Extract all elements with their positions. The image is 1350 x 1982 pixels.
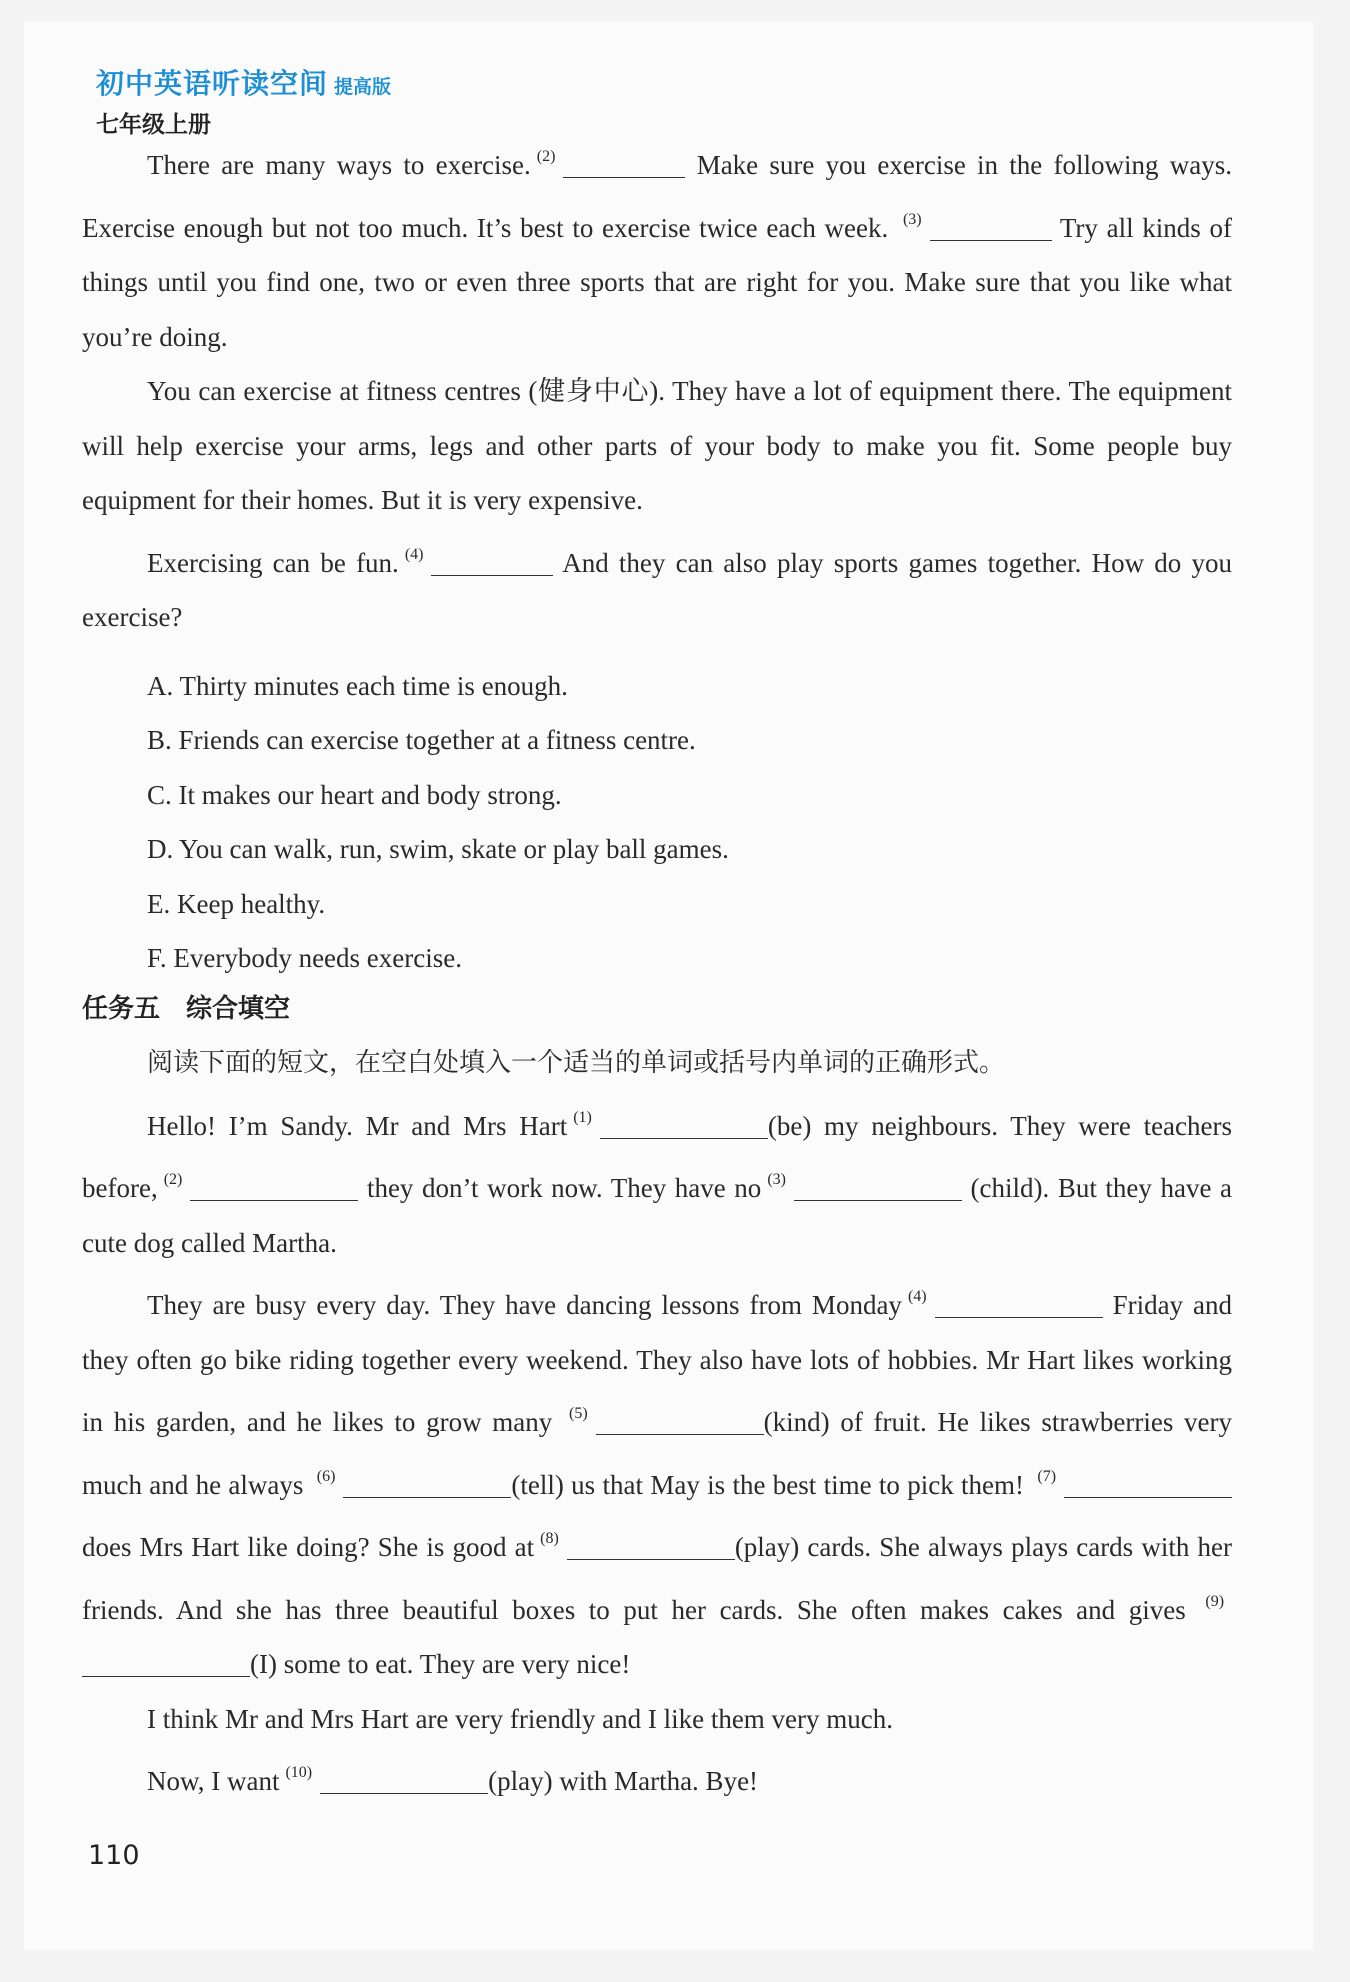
option-list <box>82 659 1232 986</box>
passage2-paragraph2: They are busy every day. They have dancing lessons from Monday $^{(4)}$ Friday and they often go bike riding together every weekend. They also have lots of hobbies. Mr Hart likes working in his garden, and he likes to grow many $^{(5)}$ (kind) of fruit. He likes strawberries very much and he always $^{(6)}$ (tell) us that May is the best time to pick them! $^{(7)}$ does Mrs Hart like doing? She is good at $^{(8)}$ (play) cards. She always plays cards with her friends. And she has three beautiful boxes to put her cards. She often makes cakes and gives $^{(9)}$(I) some to eat. They are very nice! <box>82 1288 1233 1679</box>
answer-blank[interactable] <box>343 1467 511 1498</box>
answer-blank[interactable] <box>320 1763 488 1794</box>
answer-blank[interactable] <box>930 210 1052 241</box>
blank-number: (10) <box>285 1764 313 1781</box>
answer-blank[interactable] <box>567 1529 735 1560</box>
blank-number: (3) <box>767 1171 786 1188</box>
series-title: 初中英语听读空间 <box>96 67 329 100</box>
passage1-paragraph2: You can exercise at fitness centres (健身中心). They have a lot of equipment there. The equipment will help exercise your arms, legs and other parts of your body to make you fit. Some people buy equipment for their homes. But it is very expensive. <box>82 376 1232 515</box>
passage2-paragraph4: Now, I want $^{(10)}$ (play) with Martha. Bye! <box>147 1764 759 1796</box>
option-item: B. Friends can exercise together at a fitness centre. <box>147 725 696 755</box>
option-item: F. Everybody needs exercise. <box>147 943 462 973</box>
answer-blank[interactable] <box>794 1170 962 1201</box>
answer-blank[interactable] <box>1064 1467 1232 1498</box>
blank-number: (2) <box>536 148 556 165</box>
passage1-paragraph3: Exercising can be fun. $^{(4)}$ And they can also play sports games together. How do you exercise? <box>82 545 1233 632</box>
answer-blank[interactable] <box>935 1287 1103 1318</box>
answer-blank[interactable] <box>190 1170 358 1201</box>
passage2-paragraph1: Hello! I’m Sandy. Mr and Mrs Hart $^{(1)}$ (be) my neighbours. They were teachers before, $^{(2)}$ they don’t work now. They have no $^{(3)}$ (child). But they have a cute dog called Martha. <box>82 1108 1233 1258</box>
book-header <box>96 62 391 139</box>
answer-blank[interactable] <box>82 1646 250 1677</box>
section-instruction: 阅读下面的短文，在空白处填入一个适当的单词或括号内单词的正确形式。 <box>147 1048 1006 1078</box>
answer-blank[interactable] <box>600 1108 768 1139</box>
blank-number: (6) <box>316 1467 336 1485</box>
page-content <box>82 130 1232 1809</box>
blank-number: (1) <box>573 1108 592 1126</box>
answer-blank[interactable] <box>596 1404 764 1435</box>
blank-number: (2) <box>163 1171 183 1188</box>
blank-number: (3) <box>902 210 922 228</box>
option-item: C. It makes our heart and body strong. <box>147 779 562 810</box>
blank-number: (5) <box>569 1405 588 1422</box>
blank-number: (9) <box>1205 1592 1225 1610</box>
passage2-paragraph3: I think Mr and Mrs Hart are very friendly and I like them very much. <box>147 1703 894 1734</box>
option-item: D. You can walk, run, swim, skate or play ball games. <box>147 834 729 864</box>
blank-number: (4) <box>907 1288 927 1305</box>
page-number: 110 <box>88 1840 140 1871</box>
passage1-paragraph1: There are many ways to exercise. $^{(2)}$ Make sure you exercise in the following ways. Exercise enough but not too much. It’s best to exercise twice each week. $^{(3)}$ Try all kinds of things until you find one, two or even three sports that are right for you. Make sure that you like what you’re doing. <box>82 148 1233 352</box>
section-title: 任务五 综合填空 <box>82 993 291 1024</box>
answer-blank[interactable] <box>431 545 553 576</box>
answer-blank[interactable] <box>563 147 685 178</box>
blank-number: (8) <box>540 1530 559 1547</box>
blank-number: (4) <box>404 545 424 563</box>
grade-label: 七年级上册 <box>96 111 211 138</box>
edition-label: 提高版 <box>334 76 392 98</box>
blank-number: (7) <box>1037 1467 1057 1485</box>
option-item: A. Thirty minutes each time is enough. <box>147 670 568 701</box>
option-item: E. Keep healthy. <box>147 888 326 919</box>
